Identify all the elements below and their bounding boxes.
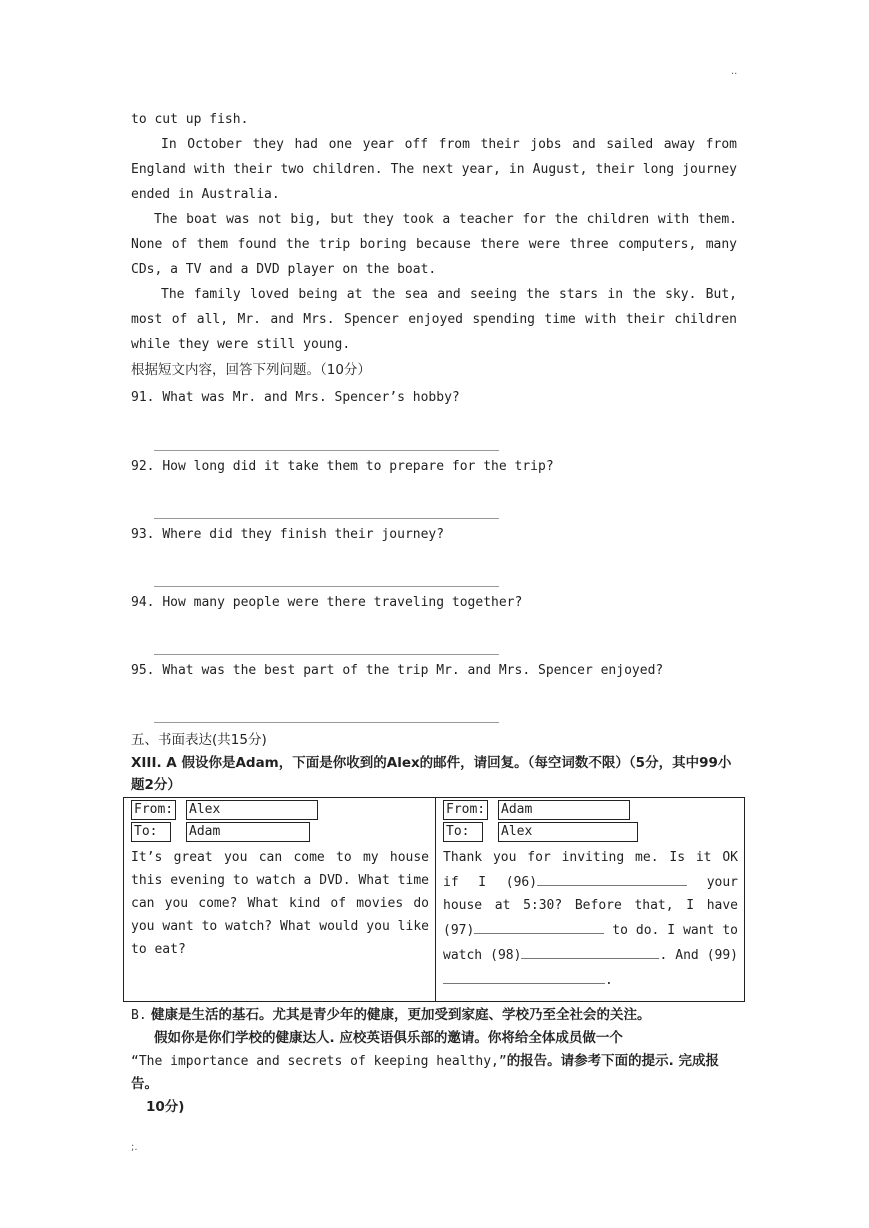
- blank-number-99: (99): [706, 948, 739, 963]
- from-value: Adam: [498, 800, 630, 820]
- question-text: How long did it take them to prepare for the trip?: [162, 459, 554, 474]
- task-b-label: B.: [131, 1008, 147, 1023]
- task-b-line4: 10分): [146, 1099, 185, 1115]
- passage-line: to cut up fish.: [131, 112, 249, 127]
- passage-paragraph: The family loved being at the sea and seeing the stars in the sky. But, most of all, Mr. and Mrs. Spencer enjoyed spending time with their children while they were still young.: [131, 287, 737, 352]
- task-b-text: 健康是生活的基石。尤其是青少年的健康，更加受到家庭、学校乃至全社会的关注。: [150, 1007, 651, 1023]
- section-title: 五、书面表达(共15分): [131, 732, 267, 748]
- blank-number-97: (97): [443, 923, 475, 938]
- task-b-text: 的报告。请参考下面的提示. 完成报告。: [131, 1053, 720, 1092]
- to-label: To:: [443, 822, 483, 842]
- from-label: From:: [443, 800, 488, 820]
- answer-line-94[interactable]: [154, 654, 499, 655]
- reply-text: your house at 5:30? Before that, I have: [443, 875, 739, 913]
- blank-97[interactable]: [474, 917, 604, 934]
- answer-line-93[interactable]: [154, 586, 499, 587]
- question-number: 91.: [131, 390, 155, 405]
- reading-passage: [131, 107, 737, 357]
- question-92: [131, 457, 554, 477]
- blank-96[interactable]: [537, 869, 687, 886]
- question-text: Where did they finish their journey?: [162, 527, 445, 542]
- question-93: [131, 525, 444, 545]
- email-table: [123, 797, 745, 1002]
- email-received: [124, 798, 436, 1002]
- reply-text: Thank you for inviting me. Is it OK if I: [443, 850, 738, 890]
- email-from-row: [124, 798, 435, 820]
- task-b-line3: [131, 1050, 739, 1096]
- blank-number-98: (98): [490, 948, 522, 963]
- question-text: What was the best part of the trip Mr. and Mrs. Spencer enjoyed?: [162, 663, 664, 678]
- question-text: How many people were there traveling together?: [162, 595, 523, 610]
- to-label: To:: [131, 822, 171, 842]
- passage-paragraph: The boat was not big, but they took a teacher for the children with them. None of them found the trip boring because there were three computers, many CDs, a TV and a DVD player on the boat.: [131, 212, 737, 277]
- question-95: [131, 661, 663, 681]
- question-number: 94.: [131, 595, 155, 610]
- blank-98[interactable]: [521, 942, 659, 959]
- reply-text: .: [605, 973, 613, 988]
- answer-line-92[interactable]: [154, 518, 499, 519]
- reply-text: . And: [659, 948, 699, 963]
- report-title: “The importance and secrets of keeping healthy,”: [131, 1054, 507, 1069]
- task-b-line1: [131, 1004, 739, 1027]
- from-label: From:: [131, 800, 176, 820]
- blank-number-96: (96): [505, 875, 538, 890]
- email-body: It’s great you can come to my house this evening to watch a DVD. What time can you come? What kind of movies do you want to watch? What would you like to eat?: [131, 850, 429, 957]
- email-from-row: [436, 798, 744, 820]
- question-text: What was Mr. and Mrs. Spencer’s hobby?: [162, 390, 460, 405]
- task-b-line2: 假如你是你们学校的健康达人. 应校英语俱乐部的邀请。你将给全体成员做一个: [154, 1030, 623, 1046]
- answer-line-95[interactable]: [154, 722, 499, 723]
- question-number: 93.: [131, 527, 155, 542]
- question-91: [131, 388, 460, 408]
- answer-line-91[interactable]: [154, 450, 499, 451]
- from-value: Alex: [186, 800, 318, 820]
- reply-text: to do. I want to watch: [443, 923, 738, 963]
- email-to-row: [124, 820, 435, 842]
- to-value: Alex: [498, 822, 638, 842]
- task-b: [131, 1004, 739, 1119]
- question-number: 92.: [131, 459, 155, 474]
- blank-99[interactable]: [443, 967, 605, 984]
- passage-paragraph: In October they had one year off from their jobs and sailed away from England with their two children. The next year, in August, their long journey ended in Australia.: [131, 137, 737, 202]
- question-94: [131, 593, 522, 613]
- email-to-row: [436, 820, 744, 842]
- questions-instruction: 根据短文内容，回答下列问题。（10分）: [131, 362, 371, 378]
- email-reply-body: [443, 846, 738, 992]
- email-reply: [436, 798, 745, 1002]
- question-number: 95.: [131, 663, 155, 678]
- to-value: Adam: [186, 822, 310, 842]
- page-mark-top: ..: [731, 66, 738, 77]
- page-mark-bottom: ;.: [131, 1142, 138, 1153]
- task-a-instruction: XIII. A 假设你是Adam，下面是你收到的Alex的邮件，请回复。（每空词数不限）（5分，其中99小题2分）: [131, 755, 732, 793]
